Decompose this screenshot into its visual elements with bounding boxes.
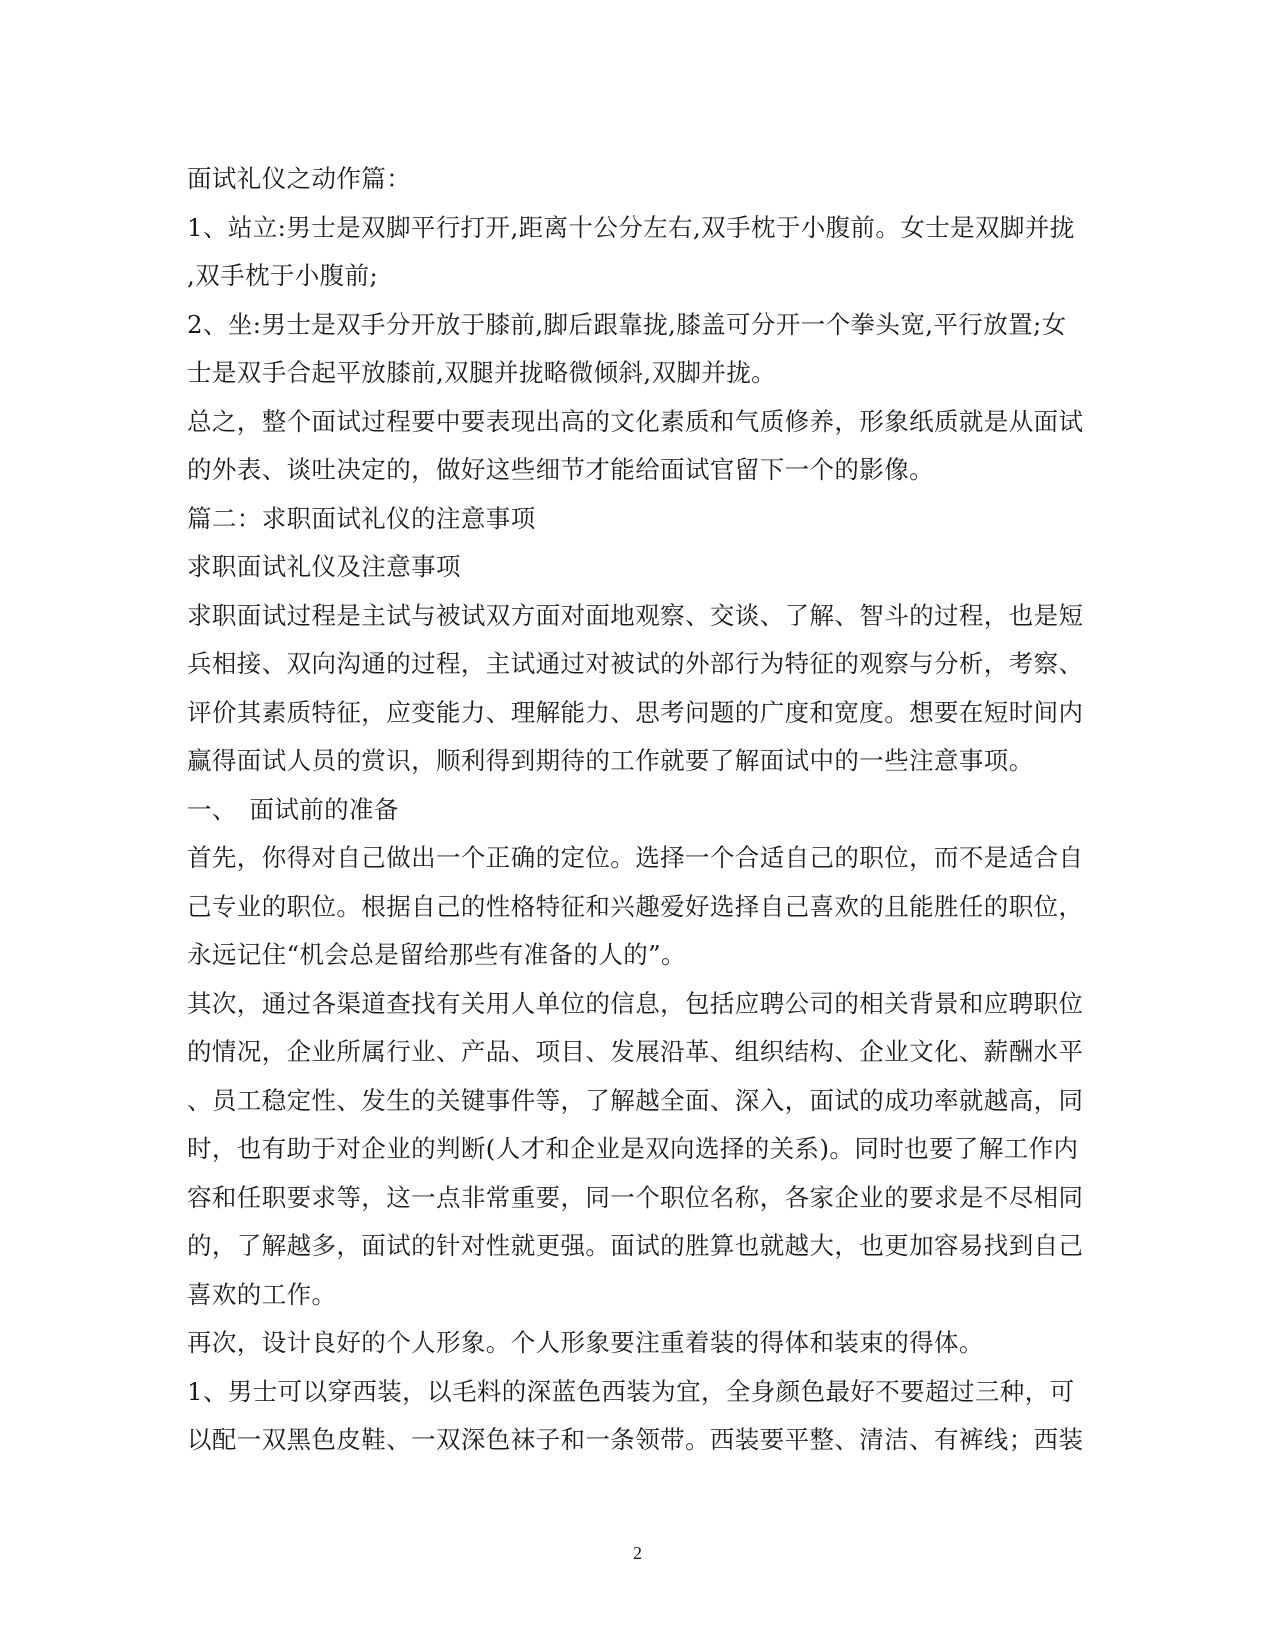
text-line: 1、男士可以穿西装，以毛料的深蓝色西装为宜，全身颜色最好不要超过三种，可 (187, 1376, 1075, 1406)
text-line: 2、坐:男士是双手分开放于膝前,脚后跟靠拢,膝盖可分开一个拳头宽,平行放置;女 (187, 309, 1067, 339)
text-line: 、员工稳定性、发生的关键事件等，了解越全面、深入，面试的成功率就越高，同 (187, 1085, 1084, 1115)
text-line: 赢得面试人员的赏识，顺利得到期待的工作就要了解面试中的一些注意事项。 (187, 746, 1034, 775)
text-line: 1、站立:男士是双脚平行打开,距离十公分左右,双手枕于小腹前。女士是双脚并拢 (187, 212, 1075, 242)
text-line: 士是双手合起平放膝前,双腿并拢略微倾斜,双脚并拢。 (187, 358, 777, 387)
text-line: 时，也有助于对企业的判断(人才和企业是双向选择的关系)。同时也要了解工作内 (187, 1134, 1079, 1163)
text-line: 评价其素质特征，应变能力、理解能力、思考问题的广度和宽度。想要在短时间内 (187, 697, 1084, 727)
text-line: 容和任职要求等，这一点非常重要，同一个职位名称，各家企业的要求是不尽相同 (187, 1182, 1084, 1212)
text-line: 的，了解越多，面试的针对性就更强。面试的胜算也就越大，也更加容易找到自己 (187, 1231, 1084, 1260)
section-heading: 篇二：求职面试礼仪的注意事项 (187, 503, 536, 533)
text-line: 以配一双黑色皮鞋、一双深色袜子和一条领带。西装要平整、清洁、有裤线；西装 (187, 1425, 1084, 1454)
text-line: 的情况，企业所属行业、产品、项目、发展沿革、组织结构、企业文化、薪酬水平 (187, 1037, 1084, 1066)
text-line: 面试礼仪之动作篇： (187, 164, 412, 193)
list-heading: 一、 面试前的准备 (187, 794, 399, 824)
text-line: 求职面试过程是主试与被试双方面对面地观察、交谈、了解、智斗的过程，也是短 (187, 600, 1084, 630)
page-number: 2 (633, 1543, 642, 1563)
text-line: 永远记住“机会总是留给那些有准备的人的”。 (187, 940, 686, 969)
text-line: 的外表、谈吐决定的，做好这些细节才能给面试官留下一个的影像。 (187, 455, 934, 484)
text-line: 其次，通过各渠道查找有关用人单位的信息，包括应聘公司的相关背景和应聘职位 (187, 988, 1084, 1018)
text-line: 首先，你得对自己做出一个正确的定位。选择一个合适自己的职位，而不是适合自 (187, 843, 1084, 872)
text-line: 兵相接、双向沟通的过程，主试通过对被试的外部行为特征的观察与分析，考察、 (187, 649, 1084, 678)
text-line: 总之，整个面试过程要中要表现出高的文化素质和气质修养，形象纸质就是从面试 (187, 406, 1084, 436)
text-line: 喜欢的工作。 (187, 1279, 337, 1309)
text-line: 再次，设计良好的个人形象。个人形象要注重着装的得体和装束的得体。 (187, 1328, 984, 1357)
body-text (187, 155, 1092, 1465)
text-line: 己专业的职位。根据自己的性格特征和兴趣爱好选择自己喜欢的且能胜任的职位， (187, 891, 1084, 921)
text-line: ,双手枕于小腹前; (187, 261, 379, 290)
section-subheading: 求职面试礼仪及注意事项 (187, 552, 461, 581)
